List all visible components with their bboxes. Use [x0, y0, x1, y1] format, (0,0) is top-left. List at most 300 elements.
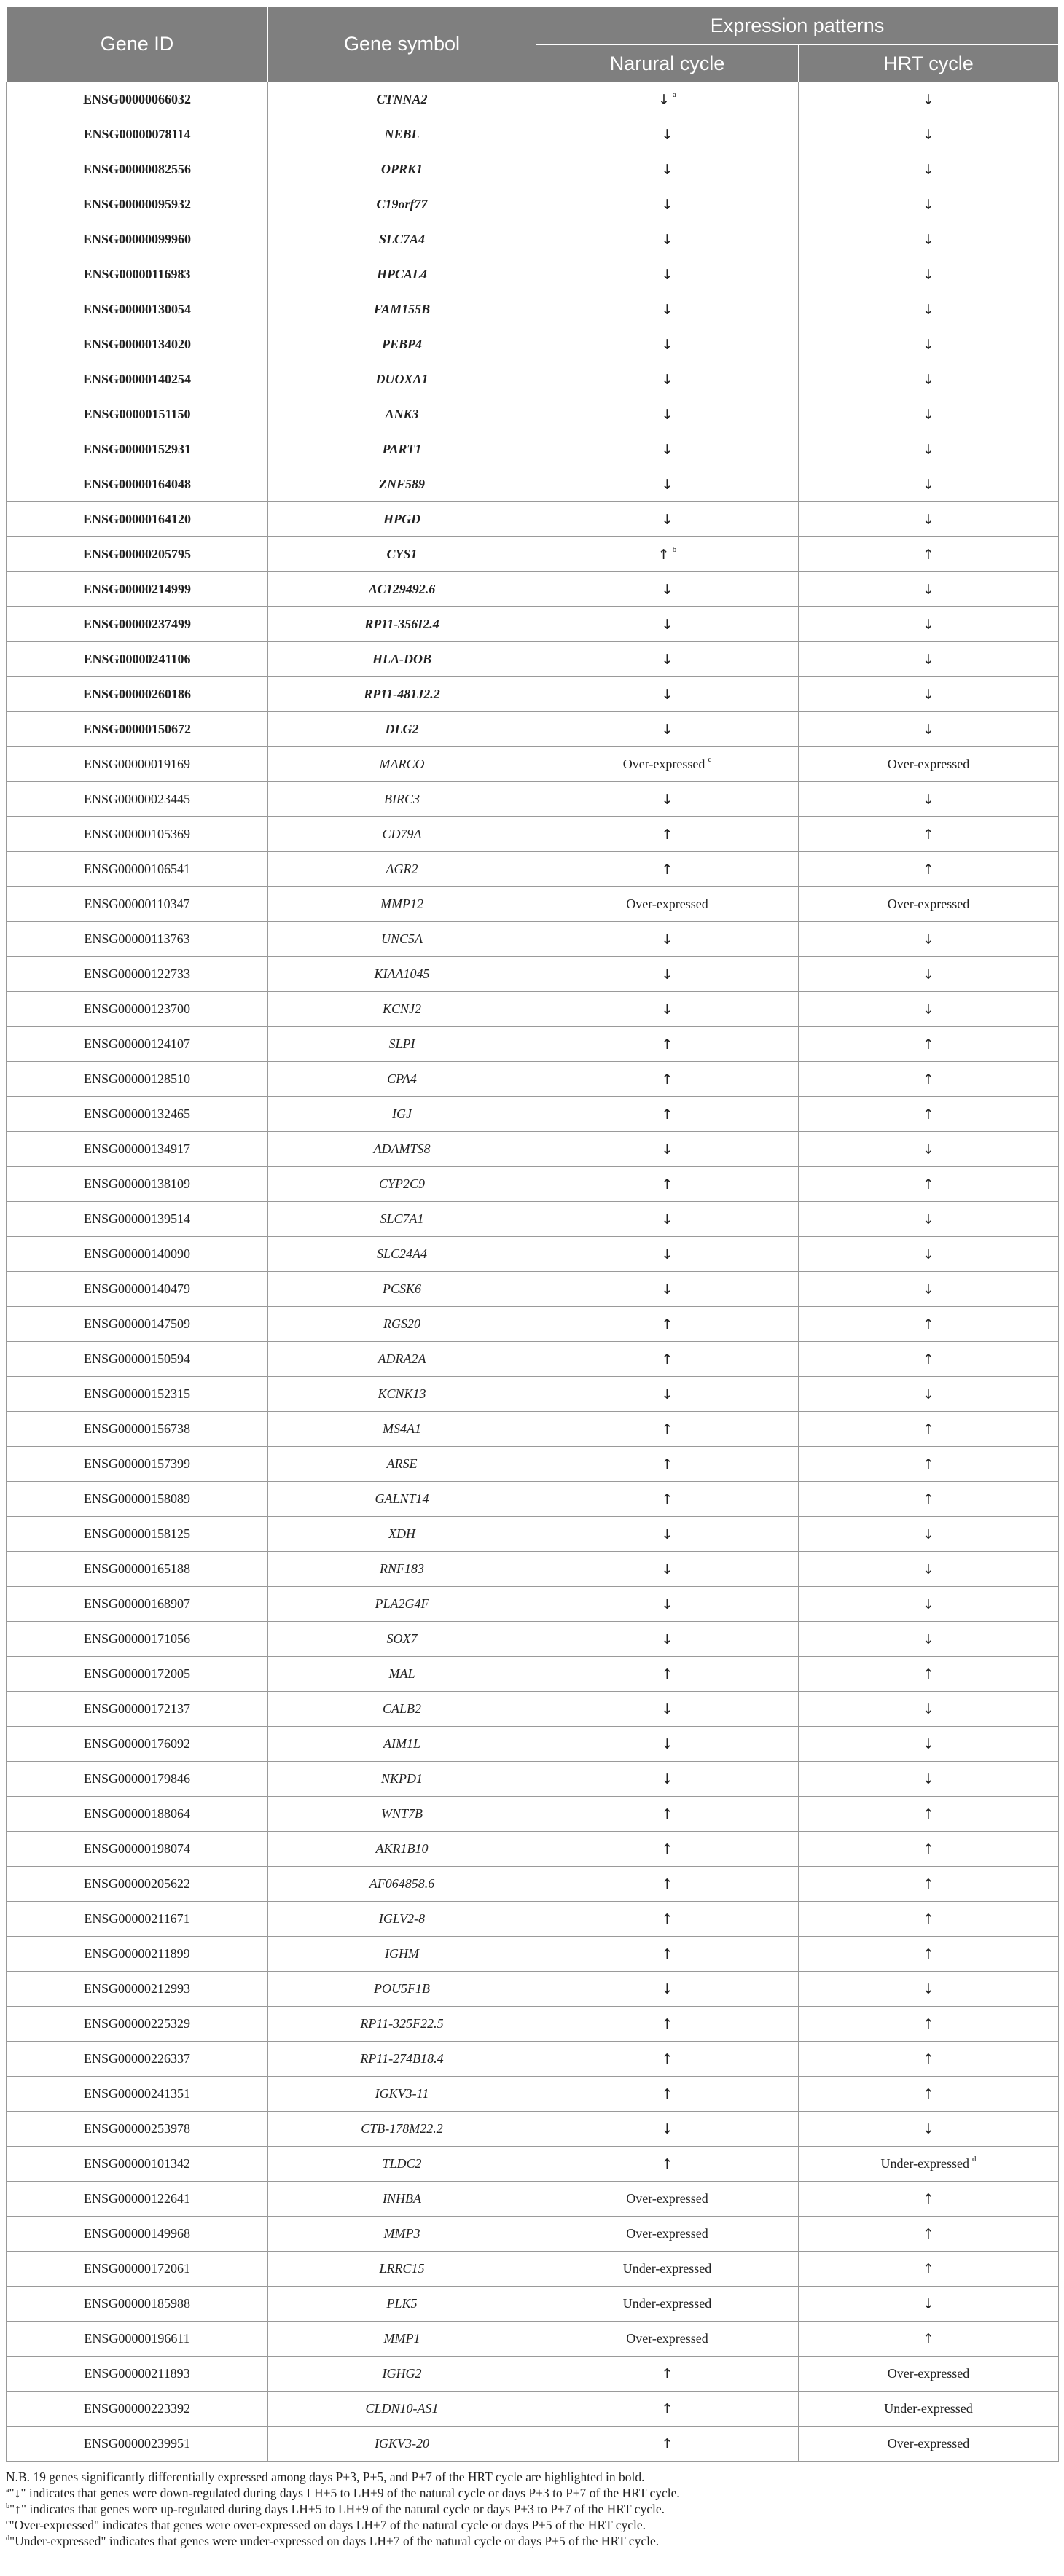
gene-id-cell-text: ENSG00000150594	[83, 1351, 190, 1366]
table-row	[7, 397, 1059, 432]
natural-cycle-cell	[536, 607, 799, 642]
natural-cycle-cell	[536, 1132, 799, 1167]
table-row	[7, 922, 1059, 957]
gene-id-cell	[7, 467, 268, 502]
table-row	[7, 2427, 1059, 2462]
natural-cycle-cell	[536, 852, 799, 887]
hrt-cycle-cell	[799, 2007, 1059, 2042]
natural-cycle-cell	[536, 1727, 799, 1762]
hrt-cycle-cell	[799, 1342, 1059, 1377]
natural-cycle-cell	[536, 2112, 799, 2147]
gene-symbol-cell	[268, 782, 536, 817]
gene-id-cell-text: ENSG00000172005	[83, 1666, 190, 1681]
gene-id-cell	[7, 1307, 268, 1342]
hrt-cycle-cell	[799, 1447, 1059, 1482]
natural-cycle-cell-text: Over-expressed	[626, 2226, 708, 2241]
natural-cycle-cell-text: ↓	[661, 231, 673, 248]
table-row	[7, 1972, 1059, 2007]
hrt-cycle-cell	[799, 1307, 1059, 1342]
header-gene-symbol: Gene symbol	[268, 7, 536, 82]
hrt-cycle-cell-text: ↓	[923, 616, 934, 633]
natural-cycle-cell	[536, 152, 799, 187]
gene-symbol-cell	[268, 1447, 536, 1482]
natural-cycle-cell-text: ↑	[661, 1316, 673, 1332]
gene-id-cell	[7, 887, 268, 922]
gene-id-cell-text: ENSG00000176092	[83, 1736, 190, 1751]
gene-id-cell-text: ENSG00000150672	[82, 722, 192, 736]
table-row	[7, 1237, 1059, 1272]
table-row	[7, 2077, 1059, 2112]
hrt-cycle-cell-text: ↑	[923, 826, 934, 843]
natural-cycle-cell	[536, 1202, 799, 1237]
hrt-cycle-cell	[799, 747, 1059, 782]
gene-id-cell	[7, 1412, 268, 1447]
gene-symbol-cell	[268, 607, 536, 642]
gene-id-cell	[7, 432, 268, 467]
gene-symbol-cell-text: BIRC3	[384, 792, 420, 806]
hrt-cycle-cell-text: ↓	[923, 966, 934, 983]
gene-id-cell-text: ENSG00000123700	[83, 1002, 190, 1016]
footnote-letter: c	[6, 2518, 9, 2526]
hrt-cycle-cell-text: ↑	[923, 1945, 934, 1962]
table-row	[7, 782, 1059, 817]
natural-cycle-cell-text: ↓	[661, 1561, 673, 1577]
natural-cycle-cell-text: ↑	[661, 1945, 673, 1962]
hrt-cycle-cell	[799, 2357, 1059, 2392]
gene-id-cell	[7, 2217, 268, 2252]
hrt-cycle-cell	[799, 712, 1059, 747]
table-row	[7, 152, 1059, 187]
table-row	[7, 2322, 1059, 2357]
natural-cycle-cell	[536, 2007, 799, 2042]
natural-cycle-cell	[536, 1097, 799, 1132]
natural-cycle-cell	[536, 1517, 799, 1552]
gene-id-cell	[7, 677, 268, 712]
hrt-cycle-cell-text: ↓	[923, 581, 934, 598]
gene-symbol-cell-text: KCNK13	[378, 1386, 426, 1401]
natural-cycle-cell	[536, 677, 799, 712]
hrt-cycle-cell-text: ↓	[923, 371, 934, 388]
gene-id-cell	[7, 1587, 268, 1622]
gene-id-cell-text: ENSG00000260186	[82, 687, 192, 701]
hrt-cycle-cell	[799, 292, 1059, 327]
natural-cycle-cell	[536, 2147, 799, 2182]
natural-cycle-cell	[536, 2217, 799, 2252]
natural-cycle-cell-text: ↑	[661, 1456, 673, 1472]
hrt-cycle-cell	[799, 222, 1059, 257]
table-row	[7, 1027, 1059, 1062]
footnote-marker: c	[708, 755, 712, 764]
footnote-marker: a	[673, 90, 676, 99]
hrt-cycle-cell-text: ↓	[923, 1001, 934, 1018]
natural-cycle-cell-text: ↓	[661, 441, 673, 458]
gene-id-cell-text: ENSG00000158089	[83, 1491, 190, 1506]
gene-symbol-cell-text: DLG2	[385, 722, 419, 736]
hrt-cycle-cell-text: ↓	[923, 301, 934, 318]
gene-id-cell-text: ENSG00000225329	[83, 2016, 190, 2031]
table-row	[7, 1867, 1059, 1902]
gene-id-cell	[7, 1342, 268, 1377]
gene-id-cell-text: ENSG00000122641	[83, 2191, 190, 2206]
gene-id-cell	[7, 1727, 268, 1762]
natural-cycle-cell-text: ↓	[661, 966, 673, 983]
footnote	[6, 2517, 1058, 2533]
gene-symbol-cell	[268, 817, 536, 852]
gene-id-cell-text: ENSG00000152315	[83, 1386, 190, 1401]
header-expression-patterns: Expression patterns	[536, 7, 1059, 45]
gene-id-cell	[7, 152, 268, 187]
gene-id-cell	[7, 782, 268, 817]
gene-id-cell-text: ENSG00000138109	[83, 1176, 190, 1191]
gene-symbol-cell	[268, 1517, 536, 1552]
hrt-cycle-cell-text: Over-expressed	[887, 2436, 970, 2451]
table-row	[7, 327, 1059, 362]
natural-cycle-cell	[536, 432, 799, 467]
footnote	[6, 2501, 1058, 2517]
footnote-text: "↑" indicates that genes were up-regulated during days LH+5 to LH+9 of the natural cycle or days P+3 to P+7 of the HRT cycle.	[9, 2502, 665, 2516]
gene-symbol-cell-text: IGJ	[392, 1106, 412, 1121]
gene-id-cell	[7, 397, 268, 432]
natural-cycle-cell-text: ↑	[661, 1351, 673, 1367]
gene-symbol-cell-text: AIM1L	[383, 1736, 420, 1751]
gene-symbol-cell	[268, 1657, 536, 1692]
natural-cycle-cell-text: ↓	[661, 1386, 673, 1402]
gene-symbol-cell-text: CALB2	[382, 1701, 421, 1716]
hrt-cycle-cell	[799, 467, 1059, 502]
gene-id-cell-text: ENSG00000134020	[82, 337, 192, 351]
natural-cycle-cell	[536, 2322, 799, 2357]
gene-symbol-cell	[268, 1377, 536, 1412]
table-row	[7, 852, 1059, 887]
gene-id-cell	[7, 82, 268, 117]
gene-symbol-cell-text: IGLV2-8	[378, 1911, 426, 1926]
table-row	[7, 2007, 1059, 2042]
gene-symbol-cell-text: INHBA	[383, 2191, 421, 2206]
gene-symbol-cell-text: SLC7A4	[378, 232, 426, 246]
natural-cycle-cell-text: ↓	[661, 1701, 673, 1717]
gene-symbol-cell-text: KCNJ2	[382, 1002, 421, 1016]
gene-id-cell-text: ENSG00000214999	[82, 582, 192, 596]
footnote-letter: b	[6, 2502, 9, 2510]
gene-symbol-cell-text: FAM155B	[373, 302, 431, 316]
hrt-cycle-cell	[799, 1097, 1059, 1132]
gene-id-cell-text: ENSG00000253978	[83, 2121, 190, 2136]
gene-symbol-cell	[268, 1132, 536, 1167]
gene-id-cell	[7, 1657, 268, 1692]
gene-id-cell-text: ENSG00000078114	[83, 127, 191, 141]
gene-symbol-cell-text: HPGD	[383, 512, 420, 526]
gene-id-cell-text: ENSG00000066032	[82, 92, 192, 106]
gene-id-cell	[7, 1027, 268, 1062]
gene-symbol-cell	[268, 642, 536, 677]
natural-cycle-cell-text: ↓	[661, 301, 673, 318]
hrt-cycle-cell-text: ↓	[923, 1281, 934, 1297]
gene-id-cell-text: ENSG00000168907	[83, 1596, 190, 1611]
hrt-cycle-cell	[799, 1622, 1059, 1657]
hrt-cycle-cell-text: ↓	[923, 161, 934, 178]
gene-id-cell-text: ENSG00000196611	[84, 2331, 190, 2346]
natural-cycle-cell-text: ↑	[657, 546, 670, 563]
gene-symbol-cell	[268, 677, 536, 712]
gene-id-cell-text: ENSG00000185988	[83, 2296, 190, 2311]
gene-symbol-cell	[268, 257, 536, 292]
hrt-cycle-cell	[799, 1167, 1059, 1202]
gene-id-cell	[7, 957, 268, 992]
natural-cycle-cell-text: ↓	[661, 1281, 673, 1297]
hrt-cycle-cell	[799, 2147, 1059, 2182]
footnote-text: "Over-expressed" indicates that genes were over-expressed on days LH+7 of the natural cycle or days P+5 of the HRT cycle.	[9, 2518, 646, 2532]
table-row	[7, 257, 1059, 292]
hrt-cycle-cell	[799, 2392, 1059, 2427]
gene-symbol-cell	[268, 2392, 536, 2427]
natural-cycle-cell	[536, 922, 799, 957]
table-row	[7, 957, 1059, 992]
natural-cycle-cell	[536, 1167, 799, 1202]
gene-symbol-cell	[268, 2077, 536, 2112]
natural-cycle-cell-text: ↓	[661, 1246, 673, 1262]
table-row	[7, 1762, 1059, 1797]
hrt-cycle-cell-text: ↓	[923, 1771, 934, 1787]
natural-cycle-cell	[536, 1377, 799, 1412]
table-row	[7, 1797, 1059, 1832]
gene-symbol-cell-text: CD79A	[382, 827, 422, 841]
gene-symbol-cell	[268, 852, 536, 887]
natural-cycle-cell	[536, 1552, 799, 1587]
hrt-cycle-cell	[799, 2427, 1059, 2462]
gene-symbol-cell-text: PART1	[382, 442, 422, 456]
gene-symbol-cell	[268, 1552, 536, 1587]
gene-id-cell	[7, 1832, 268, 1867]
hrt-cycle-cell-text: ↓	[923, 231, 934, 248]
natural-cycle-cell	[536, 817, 799, 852]
natural-cycle-cell	[536, 1762, 799, 1797]
gene-id-cell	[7, 642, 268, 677]
gene-id-cell-text: ENSG00000023445	[83, 792, 190, 806]
gene-symbol-cell-text: MAL	[388, 1666, 415, 1681]
table-row	[7, 1622, 1059, 1657]
table-row	[7, 1342, 1059, 1377]
natural-cycle-cell-text: ↓	[661, 721, 673, 738]
natural-cycle-cell	[536, 1657, 799, 1692]
gene-id-cell-text: ENSG00000140254	[82, 372, 192, 386]
gene-id-cell	[7, 1517, 268, 1552]
gene-id-cell	[7, 1972, 268, 2007]
gene-symbol-cell-text: UNC5A	[380, 932, 423, 946]
natural-cycle-cell-text: ↑	[661, 1071, 673, 1088]
gene-symbol-cell-text: POU5F1B	[374, 1981, 430, 1996]
table-row	[7, 1097, 1059, 1132]
hrt-cycle-cell-text: ↓	[923, 1246, 934, 1262]
hrt-cycle-cell-text: ↑	[923, 1910, 934, 1927]
gene-symbol-cell-text: MS4A1	[383, 1421, 421, 1436]
table-row	[7, 1937, 1059, 1972]
gene-symbol-cell-text: CTNNA2	[376, 92, 428, 106]
natural-cycle-cell	[536, 1237, 799, 1272]
hrt-cycle-cell-text: ↑	[923, 1666, 934, 1682]
natural-cycle-cell-text: ↓	[661, 616, 673, 633]
gene-symbol-cell	[268, 1937, 536, 1972]
hrt-cycle-cell	[799, 642, 1059, 677]
natural-cycle-cell	[536, 1832, 799, 1867]
natural-cycle-cell-text: ↓	[661, 1771, 673, 1787]
hrt-cycle-cell-text: ↓	[923, 476, 934, 493]
hrt-cycle-cell-text: ↓	[923, 126, 934, 143]
gene-symbol-cell-text: ZNF589	[379, 477, 425, 491]
gene-symbol-cell-text: HPCAL4	[376, 267, 427, 281]
gene-symbol-cell-text: MMP3	[383, 2226, 420, 2241]
gene-symbol-cell-text: AKR1B10	[375, 1841, 429, 1856]
gene-id-cell	[7, 2427, 268, 2462]
hrt-cycle-cell-text: ↑	[923, 1456, 934, 1472]
hrt-cycle-cell	[799, 82, 1059, 117]
hrt-cycle-cell-text: ↓	[923, 931, 934, 948]
hrt-cycle-cell-text: ↓	[923, 1561, 934, 1577]
gene-symbol-cell	[268, 2182, 536, 2217]
gene-id-cell	[7, 2042, 268, 2077]
hrt-cycle-cell-text: ↑	[923, 2015, 934, 2032]
table-row	[7, 292, 1059, 327]
gene-symbol-cell-text: ADAMTS8	[373, 1141, 431, 1156]
natural-cycle-cell	[536, 362, 799, 397]
natural-cycle-cell	[536, 1692, 799, 1727]
gene-symbol-cell-text: PEBP4	[381, 337, 422, 351]
gene-id-cell-text: ENSG00000019169	[83, 757, 190, 771]
natural-cycle-cell-text: ↓	[661, 1141, 673, 1158]
gene-id-cell	[7, 2077, 268, 2112]
hrt-cycle-cell-text: ↓	[923, 686, 934, 703]
gene-id-cell-text: ENSG00000188064	[83, 1806, 190, 1821]
gene-symbol-cell-text: SOX7	[386, 1631, 418, 1646]
natural-cycle-cell-text: ↑	[661, 2365, 673, 2382]
natural-cycle-cell-text: ↑	[661, 1036, 673, 1053]
gene-symbol-cell-text: PLK5	[386, 2296, 418, 2311]
natural-cycle-cell	[536, 747, 799, 782]
document	[6, 6, 1058, 2549]
gene-symbol-cell	[268, 1202, 536, 1237]
natural-cycle-cell-text: ↓	[661, 2120, 673, 2137]
gene-id-cell-text: ENSG00000241351	[83, 2086, 190, 2101]
natural-cycle-cell-text: ↑	[661, 1176, 673, 1193]
natural-cycle-cell	[536, 292, 799, 327]
hrt-cycle-cell-text: ↓	[923, 406, 934, 423]
gene-id-cell	[7, 1552, 268, 1587]
hrt-cycle-cell-text: ↓	[923, 791, 934, 808]
table-row	[7, 1062, 1059, 1097]
hrt-cycle-cell	[799, 1202, 1059, 1237]
gene-id-cell-text: ENSG00000211671	[84, 1911, 190, 1926]
table-row	[7, 1692, 1059, 1727]
gene-id-cell-text: ENSG00000124107	[83, 1037, 190, 1051]
natural-cycle-cell	[536, 1412, 799, 1447]
hrt-cycle-cell-text: ↓	[923, 441, 934, 458]
gene-id-cell-text: ENSG00000211899	[84, 1946, 190, 1961]
natural-cycle-cell	[536, 2392, 799, 2427]
hrt-cycle-cell	[799, 2287, 1059, 2322]
gene-symbol-cell-text: IGHG2	[382, 2366, 422, 2381]
hrt-cycle-cell-text: ↓	[923, 1211, 934, 1227]
natural-cycle-cell	[536, 1307, 799, 1342]
table-row	[7, 1587, 1059, 1622]
hrt-cycle-cell-text: ↑	[923, 2260, 934, 2277]
table-row	[7, 2287, 1059, 2322]
table-row	[7, 2182, 1059, 2217]
hrt-cycle-cell	[799, 572, 1059, 607]
gene-symbol-cell-text: MARCO	[379, 757, 425, 771]
hrt-cycle-cell	[799, 1972, 1059, 2007]
gene-symbol-cell-text: MMP12	[380, 897, 423, 911]
gene-id-cell-text: ENSG00000172137	[83, 1701, 190, 1716]
gene-id-cell	[7, 2392, 268, 2427]
hrt-cycle-cell-text: ↑	[923, 1841, 934, 1857]
header-gene-id: Gene ID	[7, 7, 268, 82]
gene-id-cell	[7, 852, 268, 887]
table-row	[7, 467, 1059, 502]
natural-cycle-cell	[536, 1867, 799, 1902]
table-row	[7, 1832, 1059, 1867]
hrt-cycle-cell-text: ↑	[923, 2330, 934, 2347]
natural-cycle-cell-text: Over-expressed	[626, 897, 708, 911]
natural-cycle-cell-text: ↑	[661, 1491, 673, 1507]
hrt-cycle-cell-text: ↑	[923, 1876, 934, 1892]
gene-id-cell	[7, 1762, 268, 1797]
gene-id-cell	[7, 817, 268, 852]
gene-symbol-cell	[268, 1482, 536, 1517]
hrt-cycle-cell-text: ↓	[923, 2120, 934, 2137]
hrt-cycle-cell	[799, 992, 1059, 1027]
gene-symbol-cell-text: DUOXA1	[375, 372, 429, 386]
natural-cycle-cell	[536, 1622, 799, 1657]
table-row	[7, 1202, 1059, 1237]
gene-id-cell-text: ENSG00000151150	[83, 407, 191, 421]
natural-cycle-cell	[536, 782, 799, 817]
gene-id-cell	[7, 1167, 268, 1202]
hrt-cycle-cell	[799, 1797, 1059, 1832]
natural-cycle-cell	[536, 887, 799, 922]
gene-symbol-cell-text: IGKV3-11	[375, 2086, 429, 2101]
gene-symbol-cell	[268, 1762, 536, 1797]
natural-cycle-cell-text: ↓	[661, 1631, 673, 1647]
gene-symbol-cell-text: PCSK6	[382, 1281, 421, 1296]
natural-cycle-cell-text: ↓	[661, 1736, 673, 1752]
hrt-cycle-cell	[799, 1832, 1059, 1867]
gene-symbol-cell-text: AGR2	[386, 862, 418, 876]
gene-symbol-cell-text: PLA2G4F	[375, 1596, 429, 1611]
natural-cycle-cell	[536, 2427, 799, 2462]
hrt-cycle-cell-text: Over-expressed	[887, 757, 970, 771]
gene-id-cell	[7, 747, 268, 782]
gene-id-cell	[7, 2322, 268, 2357]
hrt-cycle-cell	[799, 817, 1059, 852]
gene-symbol-cell	[268, 2217, 536, 2252]
natural-cycle-cell-text: ↓	[661, 931, 673, 948]
gene-symbol-cell	[268, 117, 536, 152]
hrt-cycle-cell	[799, 117, 1059, 152]
hrt-cycle-cell	[799, 1692, 1059, 1727]
hrt-cycle-cell-text: ↑	[923, 1316, 934, 1332]
hrt-cycle-cell-text: ↓	[923, 1526, 934, 1542]
table-row	[7, 2147, 1059, 2182]
gene-symbol-cell	[268, 2112, 536, 2147]
gene-id-cell-text: ENSG00000223392	[83, 2401, 190, 2416]
gene-id-cell-text: ENSG00000212993	[83, 1981, 190, 1996]
hrt-cycle-cell	[799, 1237, 1059, 1272]
natural-cycle-cell	[536, 572, 799, 607]
hrt-cycle-cell	[799, 537, 1059, 572]
table-row	[7, 82, 1059, 117]
hrt-cycle-cell-text: ↑	[923, 861, 934, 878]
gene-symbol-cell	[268, 2252, 536, 2287]
gene-id-cell-text: ENSG00000205795	[82, 547, 192, 561]
